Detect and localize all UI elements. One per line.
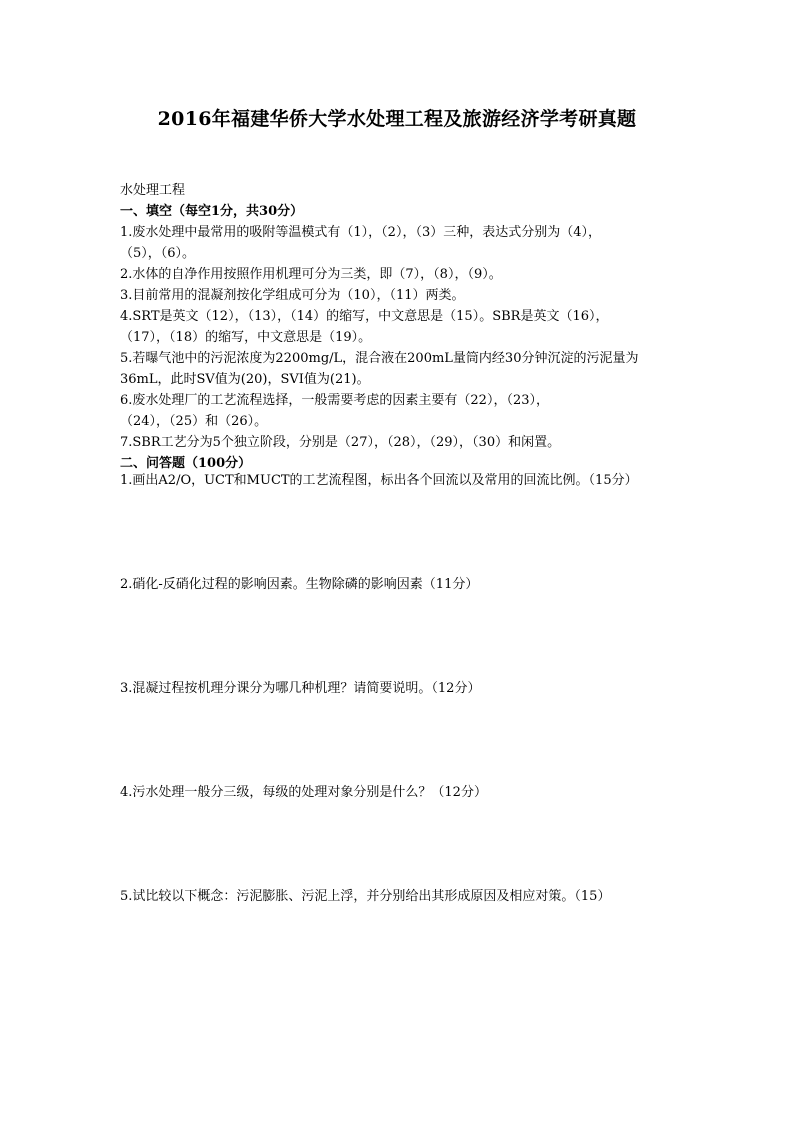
fill-blank-line: 3.目前常用的混凝剂按化学组成可分为（10），（11）两类。: [120, 288, 465, 303]
fill-blank-line: 4.SRT是英文（12），（13），（14）的缩写，中文意思是（15）。SBR是英文（16），: [120, 309, 609, 324]
fill-blank-line: 36mL，此时SV值为(20)，SVI值为(21)。: [120, 372, 370, 387]
question-2: 2.硝化-反硝化过程的影响因素。生物除磷的影响因素（11分）: [120, 577, 479, 592]
fill-blank-line: 5.若曝气池中的污泥浓度为2200mg/L，混合液在200mL量筒内经30分钟沉淀的污泥量为: [120, 351, 639, 366]
fill-blank-line: 6.废水处理厂的工艺流程选择，一般需要考虑的因素主要有（22），（23），: [120, 393, 549, 408]
fill-blank-line: （5），（6）。: [120, 246, 196, 261]
fill-blank-line: 1.废水处理中最常用的吸附等温模式有（1），（2），（3）三种，表达式分别为（4），: [120, 225, 601, 240]
fill-blank-line: （24），（25）和（26）。: [120, 414, 268, 429]
exam-body: [120, 180, 680, 474]
question-1: 1.画出A2/O，UCT和MUCT的工艺流程图，标出各个回流以及常用的回流比例。（15分）: [120, 473, 638, 488]
question-4: 4.污水处理一般分三级，每级的处理对象分别是什么？（12分）: [120, 785, 487, 800]
fill-blank-line: 2.水体的自净作用按照作用机理可分为三类，即（7），（8），（9）。: [120, 267, 502, 282]
fill-blank-line: 7.SBR工艺分为5个独立阶段，分别是（27），（28），（29），（30）和闲置。: [120, 435, 561, 450]
section1-heading: 一、填空（每空1分，共30分）: [120, 204, 304, 219]
fill-blank-line: （17），（18）的缩写，中文意思是（19）。: [120, 330, 372, 345]
subject-heading: 水处理工程: [120, 183, 186, 198]
question-5: 5.试比较以下概念：污泥膨胀、污泥上浮，并分别给出其形成原因及相应对策。（15）: [120, 889, 611, 904]
page-title: 2016年福建华侨大学水处理工程及旅游经济学考研真题: [157, 108, 637, 130]
question-3: 3.混凝过程按机理分课分为哪几种机理？请简要说明。（12分）: [120, 681, 481, 696]
section2-heading: 二、问答题（100分）: [120, 456, 252, 471]
